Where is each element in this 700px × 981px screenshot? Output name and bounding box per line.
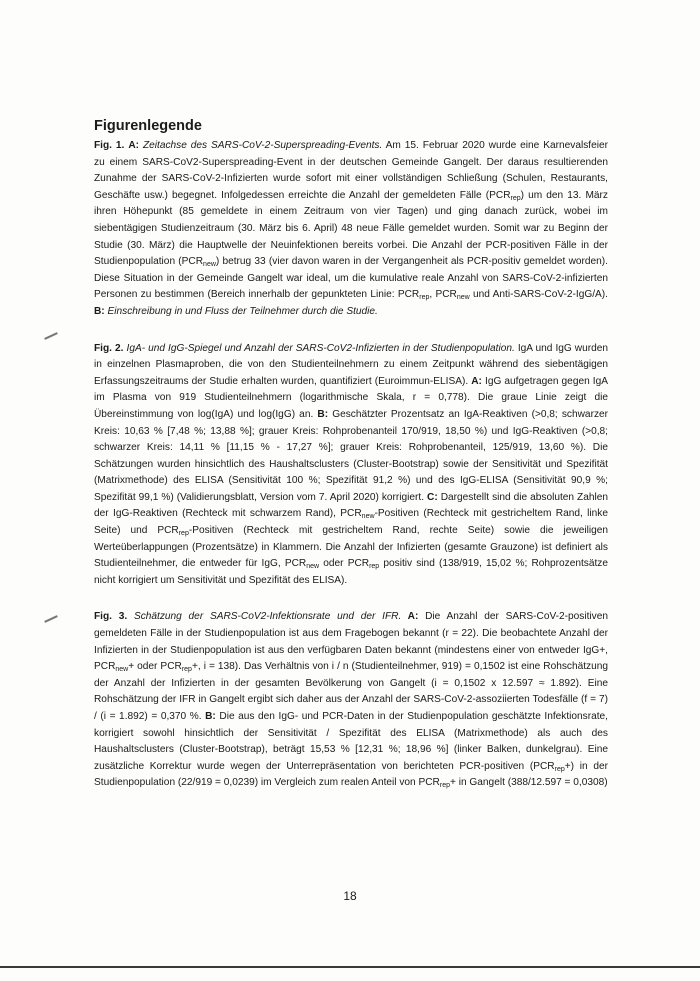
- fig3-label: Fig. 3.: [94, 611, 128, 623]
- fig1-text: Am 15. Februar 2020 wurde eine Karnevalsfeier zu einem SARS-CoV2-Superspreading-Event in der deutschen Gemeinde Gangelt. Der daraus resultierenden Zunahme der SARS-CoV-2-Infizierten wurde sofort mit einer vollständigen Schließung (Schulen, Restaurants, Geschäfte usw.) begegnet. Infolgedessen erreichte die Anzahl der gemeldeten Fälle (PCR: [94, 140, 608, 201]
- subscript: rep: [554, 765, 565, 773]
- fig2-label: Fig. 2.: [94, 342, 124, 354]
- fig3-text: +) in der Studienpopulation (22/919 = 0,0239) im Vergleich zum realen Anteil von PCR: [94, 760, 608, 789]
- subscript: new: [456, 294, 470, 302]
- subscript: new: [115, 666, 129, 674]
- fig2-text: -Positiven (Rechteck mit gestricheltem Rand, linke Seite) und PCR: [94, 508, 608, 537]
- footer-rule: [0, 966, 700, 968]
- fig3-text: +, i = 138). Das Verhältnis von i / n (Studienteilnehmer, 919) = 0,1502 ist eine Rohschätzung der Anzahl der Infizierten in der gesamten Bevölkerung von Gangelt (i = 0,1502 x 12.597 ≈ 1.892). Eine Rohschätzung der IFR in Gangelt ergibt sich daher aus der Anzahl der SARS-CoV-2-assoziierten Todesfälle (f = 7) / (i = 1.892) = 0,370 %.: [94, 661, 608, 722]
- fig3-part-b: B:: [205, 711, 216, 722]
- section-heading: Figurenlegende: [94, 118, 202, 134]
- fig2-text: Dargestellt sind die absoluten Zahlen der IgG-Reaktiven (Rechteck mit schwarzem Rand), PCR: [94, 491, 609, 520]
- page-number: 18: [343, 889, 357, 903]
- subscript: rep: [178, 530, 189, 538]
- fig2-text: IgG aufgetragen gegen IgA im Plasma von 919 Studienteilnehmern (logarithmische Skala, r = 0,778). Die graue Linie zeigt die Übereinstimmung von log(IgA) und log(IgG) an.: [94, 375, 608, 420]
- margin-scan-mark: [44, 332, 58, 340]
- fig3-text: + in Gangelt (388/12.597 = 0,0308): [450, 777, 608, 789]
- fig2-text: Geschätzter Prozentsatz an IgA-Reaktiven (>0,8; schwarzer Kreis: 10,63 % [7,48 %; 13,88 %]; grauer Kreis: Rohprobenanteil 170/919, 18,50 %) und IgG-Reaktiven (>0,8; schwarzer Kreis: 14,11 % [11,15 % - 17,27 %]; grauer Kreis: Rohprobenanteil, 125/919, 13,60 %). Die Schätzungen wurden hinsichtlich des Haushaltsclusters (Cluster-Bootstrap) sowie der Sensitivität und Spezifität (Matrixmethode) des ELISA (Sensitivität 100 %; Spezifität 91,2 %) und des IgG-ELISA (Sensitivität 90,9 %; Spezifität 99,1 %) (Validierungsblatt, Version vom 7. April 2020) korrigiert.: [94, 408, 609, 503]
- fig1-b-title: Einschreibung in und Fluss der Teilnehmer durch die Studie.: [104, 305, 378, 317]
- fig2-part-c: C:: [427, 491, 438, 503]
- fig3-text: Die aus den IgG- und PCR-Daten in der Studienpopulation geschätzte Infektionsrate, korrigiert sowohl hinsichtlich der Sensitivität / Spezifität des ELISA (Matrixmethode) als auch des Haushaltsclusters (Cluster-Bootstrap), beträgt 15,53 % [12,31 %; 18,96 %] (linker Balken, dunkelgrau). Eine zusätzliche Korrektur wurde wegen der Unterrepräsentation von berichteten PCR-positiven (PCR: [94, 711, 608, 772]
- subscript: new: [203, 261, 216, 269]
- fig3-legend: [94, 609, 608, 792]
- fig1-legend: [94, 138, 608, 321]
- fig1-text: ) betrug 33 (vier davon waren in der Vergangenheit als PCR-positiv gemeldet worden). Diese Situation in der Gemeinde Gangelt war ideal, um die kumulative reale Anzahl von SARS-CoV-2-infizierten Personen zu bestimmen (Bereich innerhalb der gepunkteten Linie: PCR: [94, 256, 608, 301]
- subscript: rep: [510, 194, 521, 202]
- fig3-text: Die Anzahl der SARS-CoV-2-positiven gemeldeten Fälle in der Studienpopulation ist aus dem Fragebogen bekannt (r = 22). Die beobachtete Anzahl der Infizierten in der Studienpopulation ist aus den verfügbaren Daten bekannt (mindestens einer von entweder IgG+, PCR: [94, 611, 608, 673]
- fig1-text: ) um den 13. März ihren Höhepunkt (85 gemeldete in einem Zeitraum von vier Tagen) und ging danach zurück, wobei im siebentägigen Studienzeitraum (30. März bis 6. April) 48 neue Fälle gemeldet wurden. Somit war zu Beginn der Studie (30. März) die Hauptwelle der Neuinfektionen bereits vorbei. Die Anzahl der PCR-positiven Fälle in der Studienpopulation (PCR: [94, 189, 608, 268]
- subscript: rep: [419, 294, 430, 302]
- fig2-text: oder PCR: [319, 558, 370, 570]
- fig1-part-a: A:: [128, 140, 139, 151]
- fig2-text: -Positiven (Rechteck mit gestricheltem Rand, rechte Seite) sowie die jeweiligen Werteüberlappungen (Prozentsätze) in Klammern. Die Anzahl der Infizierten (gesamte Grauzone) ist definiert als Studienteilnehmer, die entweder für IgG, PCR: [94, 525, 608, 570]
- fig2-text: positiv sind (138/919, 15,02 %; Rohprozentsätze nicht korrigiert um Sensitivität und Spezifität des ELISA).: [94, 558, 609, 586]
- fig3-text: + oder PCR: [128, 661, 182, 673]
- subscript: new: [306, 563, 320, 571]
- document-body: [94, 118, 608, 812]
- subscript: new: [361, 513, 375, 521]
- fig1-part-b: B:: [94, 305, 105, 317]
- fig1-text: , PCR: [429, 289, 457, 301]
- fig2-title: IgA- und IgG-Spiegel und Anzahl der SARS-CoV2-Infizierten in der Studienpopulation.: [123, 342, 515, 354]
- fig3-title: Schätzung der SARS-CoV2-Infektionsrate und der IFR.: [127, 611, 402, 623]
- subscript: rep: [181, 666, 192, 674]
- fig1-text: und Anti-SARS-CoV-2-IgG/A).: [469, 289, 608, 301]
- fig1-title: Zeitachse des SARS-CoV-2-Superspreading-Events.: [142, 140, 383, 151]
- fig2-part-b: B:: [317, 408, 329, 420]
- fig2-part-a: A:: [471, 375, 482, 387]
- subscript: rep: [439, 782, 450, 790]
- margin-scan-mark: [44, 615, 58, 623]
- fig1-label: Fig. 1.: [94, 140, 125, 151]
- fig3-part-a: A:: [401, 611, 419, 623]
- fig2-legend: [94, 341, 608, 590]
- subscript: rep: [369, 563, 380, 571]
- fig2-text: IgA und IgG wurden in einzelnen Plasmaproben, die von den Studienteilnehmern zu einem Zeitpunkt während des siebentägigen Erfassungszeitraums der Studie erhalten wurden, quantifiziert (Euroimmun-ELISA).: [94, 342, 609, 387]
